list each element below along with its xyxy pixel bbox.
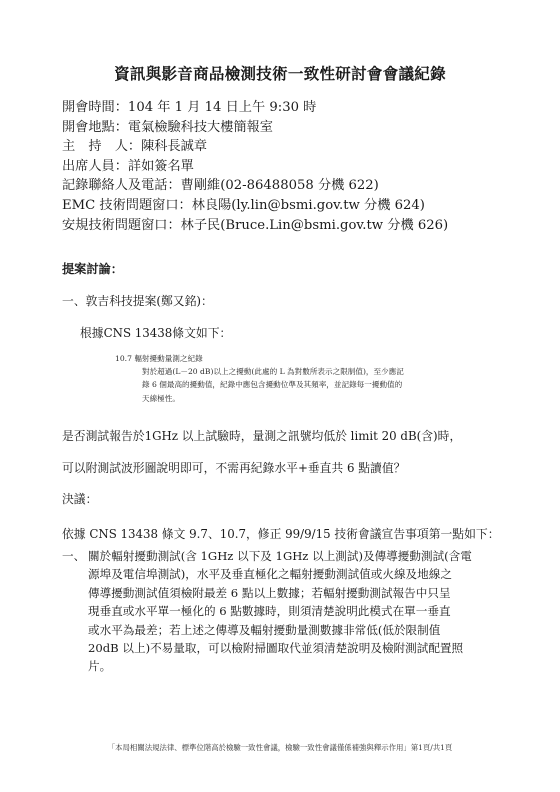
resolution-basis: 依據 CNS 13438 條文 9.7、10.7，修正 99/9/15 技術會議宣告事項第一點如下： bbox=[62, 527, 500, 541]
safety-contact: 安規技術問題窗口：林子民(Bruce.Lin@bsmi.gov.tw 分機 626) bbox=[62, 217, 449, 233]
quote-line: 對於超過(L－20 dB)以上之擾動(此處的 L 為對數所表示之限制值)，至少應記 bbox=[142, 367, 404, 377]
meeting-attendees: 出席人員：詳如簽名單 bbox=[62, 158, 194, 174]
resolution-item-marker: 一、 bbox=[62, 549, 86, 563]
proposal-item-1: 一、敦吉科技提案(鄭又銘)： bbox=[62, 294, 213, 308]
document-title: 資訊與影音商品檢測技術一致性研討會會議紀錄 bbox=[114, 64, 446, 83]
emc-contact: EMC 技術問題窗口：林良陽(ly.lin@bsmi.gov.tw 分機 624) bbox=[62, 197, 425, 213]
resolution-line: 或水平為最差；若上述之傳導及輻射擾動量測數據非常低(低於限制值 bbox=[88, 622, 441, 637]
record-contact: 記錄聯絡人及電話：曹剛維(02-86488058 分機 622) bbox=[62, 178, 379, 194]
meeting-location: 開會地點：電氣檢驗科技大樓簡報室 bbox=[62, 119, 273, 135]
cns-quote-excerpt bbox=[115, 352, 415, 405]
resolution-line: 20dB 以上)不易量取，可以檢附掃圖取代並須清楚說明及檢附測試配置照 bbox=[88, 641, 464, 656]
meeting-time: 開會時間：104 年 1 月 14 日上午 9:30 時 bbox=[62, 100, 317, 115]
resolution-line: 片。 bbox=[88, 659, 112, 674]
meeting-info bbox=[62, 98, 512, 235]
resolution-line: 現垂直或水平單一極化的 6 點數據時，則須清楚說明此模式在單一垂直 bbox=[88, 604, 451, 619]
resolution-item-text bbox=[88, 547, 512, 676]
quote-line: 天線極性。 bbox=[142, 393, 180, 403]
resolution-line: 源埠及電信埠測試)，水平及垂直極化之輻射擾動測試值或火線及地線之 bbox=[88, 567, 452, 582]
proposal-question: 是否測試報告於1GHz 以上試驗時，量測之訊號均低於 limit 20 dB(含)時， bbox=[62, 429, 462, 443]
resolution-label: 決議： bbox=[62, 492, 98, 506]
proposal-heading: 提案討論： bbox=[62, 262, 123, 276]
resolution-line: 傳導擾動測試值須檢附最差 6 點以上數據；若輻射擾動測試報告中只呈 bbox=[88, 585, 451, 600]
quote-heading: 10.7 輻射擾動量測之紀錄 bbox=[115, 354, 203, 363]
meeting-chair: 主 持 人：陳科長誠章 bbox=[62, 139, 208, 155]
proposal-question-cont: 可以附測試波形圖說明即可，不需再紀錄水平+垂直共 6 點讀值？ bbox=[62, 461, 406, 475]
cns-intro: 根據CNS 13438條文如下： bbox=[80, 326, 232, 340]
page-footer: 「本局相關法規法律、標準位階高於檢驗一致性會議，檢驗一致性會議僅係補強與釋示作用」第1頁/共1頁 bbox=[107, 743, 453, 752]
quote-line: 錄 6 個最高的擾動值，紀錄中應包含擾動位準及其頻率，並記錄每一擾動值的 bbox=[142, 380, 403, 390]
resolution-line: 關於輻射擾動測試(含 1GHz 以下及 1GHz 以上測試)及傳導擾動測試(含電 bbox=[88, 549, 472, 563]
